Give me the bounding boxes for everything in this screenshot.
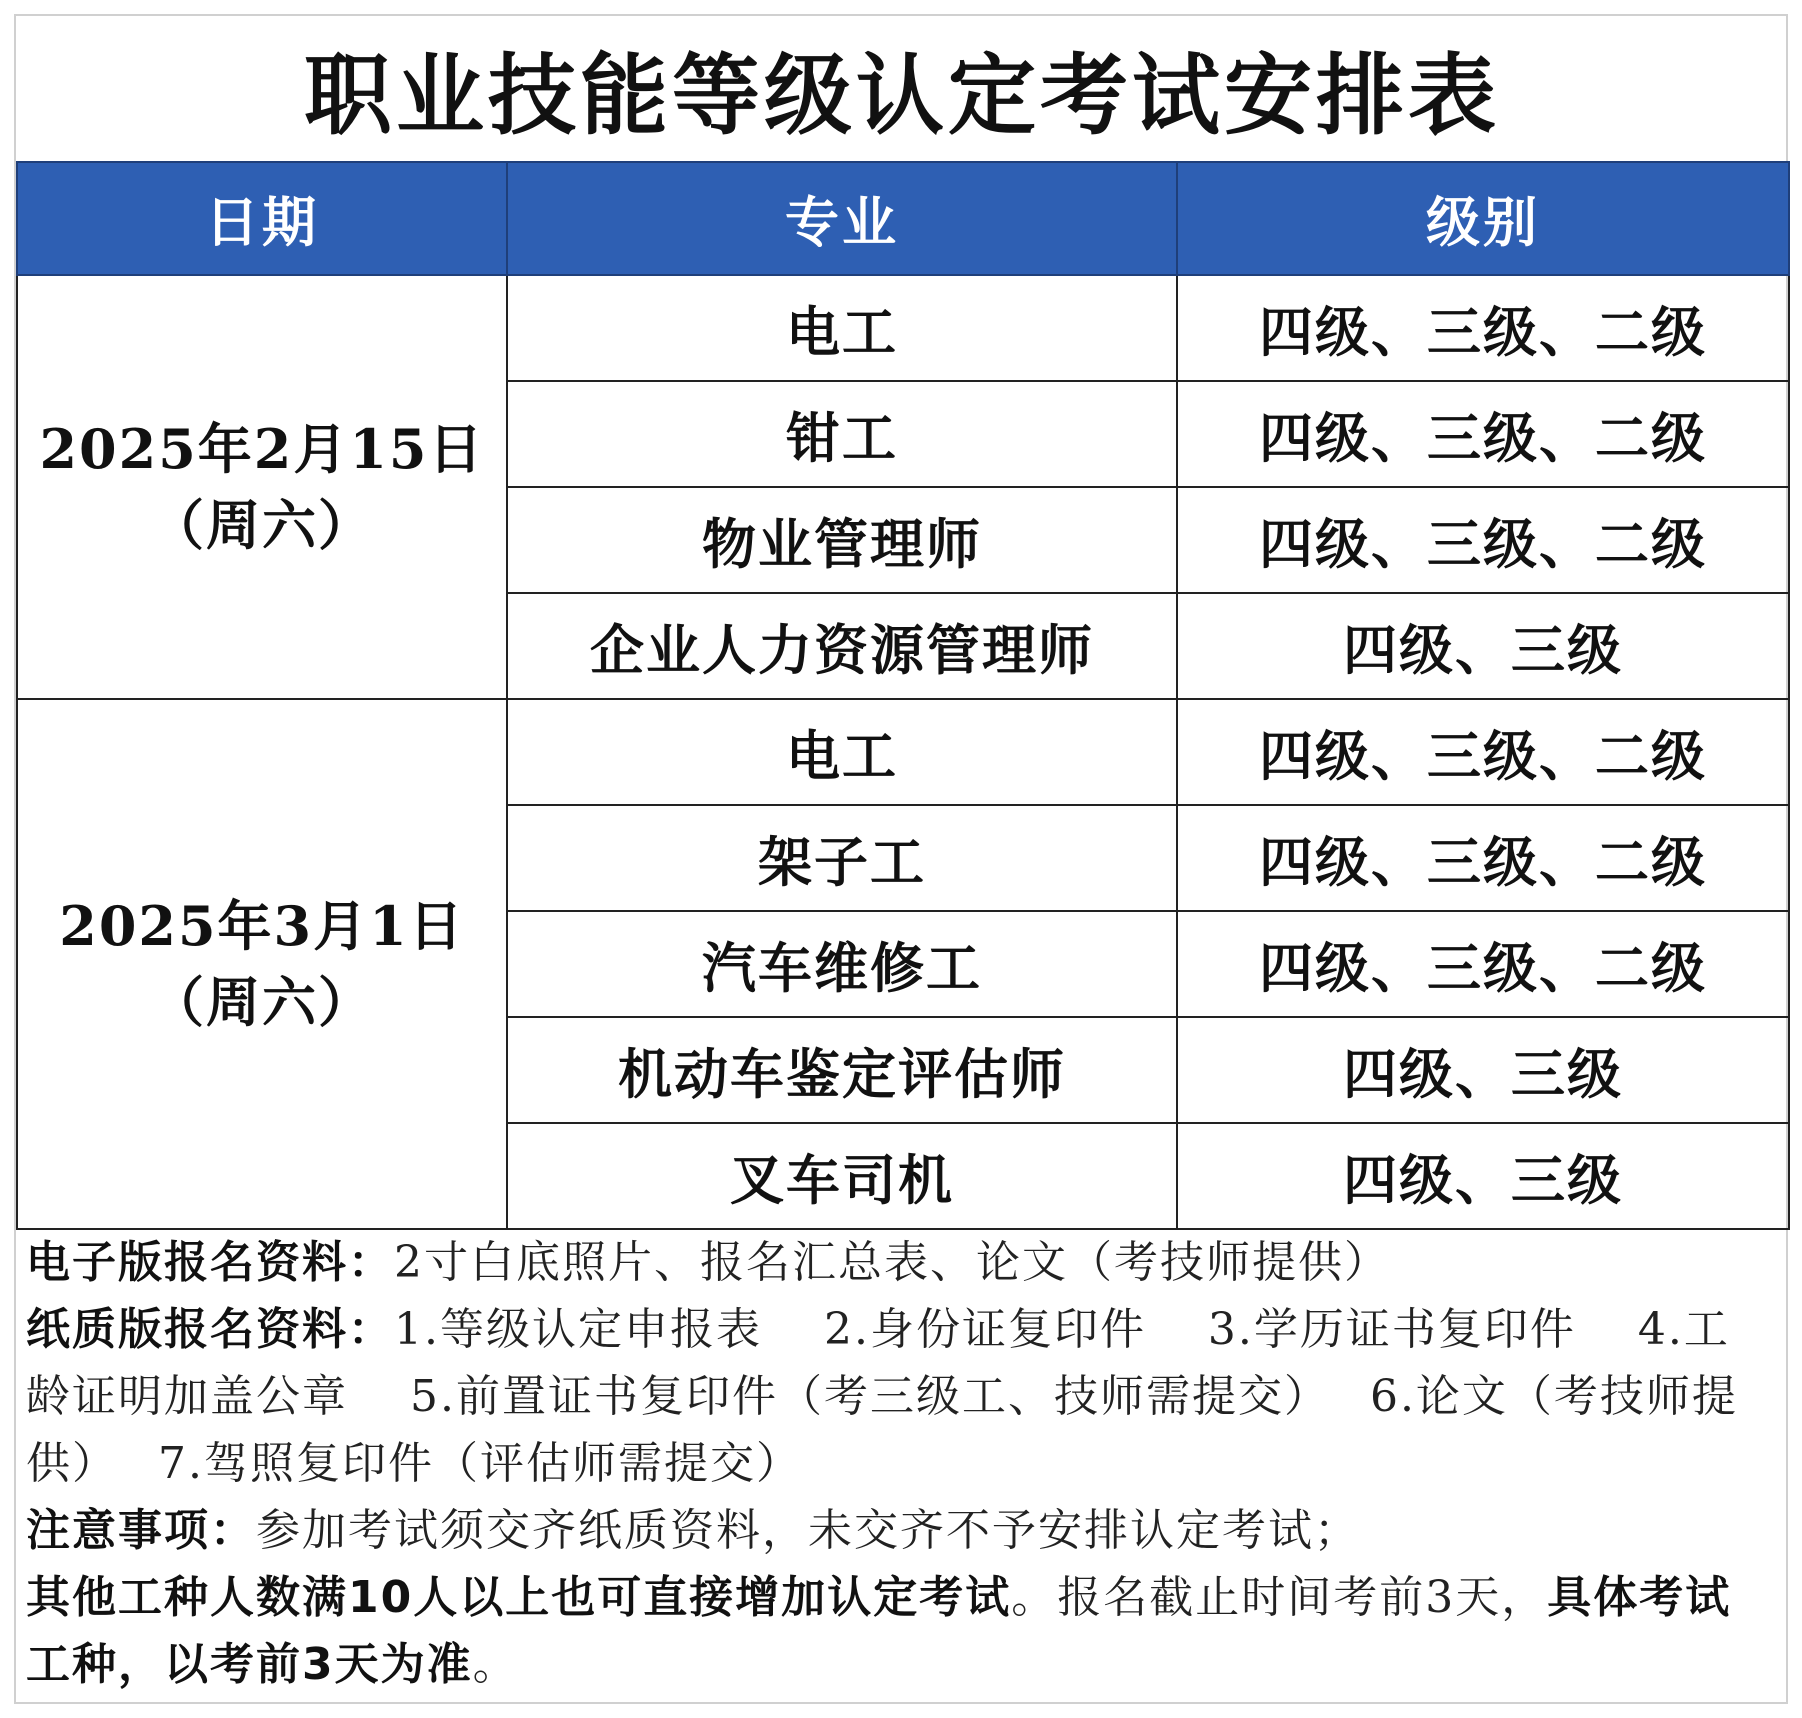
level-cell: 四级、三级 (1177, 1123, 1789, 1229)
level-cell: 四级、三级、二级 (1177, 487, 1789, 593)
level-cell: 四级、三级、二级 (1177, 275, 1789, 381)
deadline-note (26, 1564, 1766, 1698)
major-cell: 企业人力资源管理师 (507, 593, 1177, 699)
major-cell: 汽车维修工 (507, 911, 1177, 1017)
table-header-row (17, 162, 1789, 275)
attention-text: 参加考试须交齐纸质资料，未交齐不予安排认定考试； (256, 1505, 1360, 1556)
paper-materials-label: 纸质版报名资料： (26, 1304, 394, 1355)
major-cell: 物业管理师 (507, 487, 1177, 593)
date-text: 2025年2月15日 (39, 417, 485, 481)
major-cell: 叉车司机 (507, 1123, 1177, 1229)
schedule-table (16, 161, 1790, 1230)
level-cell: 四级、三级、二级 (1177, 381, 1789, 487)
header-level: 级别 (1177, 162, 1789, 275)
page-title: 职业技能等级认定考试安排表 (303, 43, 1500, 147)
weekday-text: （周六） (150, 493, 374, 557)
level-cell: 四级、三级、二级 (1177, 805, 1789, 911)
paper-materials-text: 1.等级认定申报表 2.身份证复印件 3.学历证书复印件 4.工龄证明加盖公章 5.前置证书复印件（考三级工、技师需提交） 6.论文（考技师提供） 7.驾照复印件（评估师需提交） (26, 1304, 1738, 1489)
level-cell: 四级、三级、二级 (1177, 699, 1789, 805)
table-row (17, 699, 1789, 805)
table-row (17, 275, 1789, 381)
major-cell: 钳工 (507, 381, 1177, 487)
major-cell: 机动车鉴定评估师 (507, 1017, 1177, 1123)
electronic-materials-note (26, 1229, 1766, 1296)
final-bold: 具体考试工种，以考前3天为准 (26, 1572, 1732, 1690)
header-major: 专业 (507, 162, 1177, 275)
major-cell: 电工 (507, 699, 1177, 805)
other-trades-bold: 其他工种人数满10人以上也可直接增加认定考试 (26, 1572, 1012, 1623)
attention-label: 注意事项： (26, 1505, 256, 1556)
level-cell: 四级、三级 (1177, 1017, 1789, 1123)
deadline-text: 。报名截止时间考前3天， (1011, 1572, 1548, 1623)
final-end: 。 (472, 1639, 519, 1690)
major-cell: 架子工 (507, 805, 1177, 911)
paper-materials-note (26, 1296, 1766, 1497)
electronic-materials-label: 电子版报名资料： (26, 1237, 394, 1288)
major-cell: 电工 (507, 275, 1177, 381)
level-cell: 四级、三级 (1177, 593, 1789, 699)
attention-note (26, 1497, 1766, 1564)
notes-section (26, 1229, 1766, 1698)
electronic-materials-text: 2寸白底照片、报名汇总表、论文（考技师提供） (394, 1237, 1390, 1288)
date-text: 2025年3月1日 (59, 894, 465, 958)
date-cell (17, 699, 507, 1229)
header-date: 日期 (17, 162, 507, 275)
date-cell (17, 275, 507, 699)
weekday-text: （周六） (150, 970, 374, 1034)
level-cell: 四级、三级、二级 (1177, 911, 1789, 1017)
